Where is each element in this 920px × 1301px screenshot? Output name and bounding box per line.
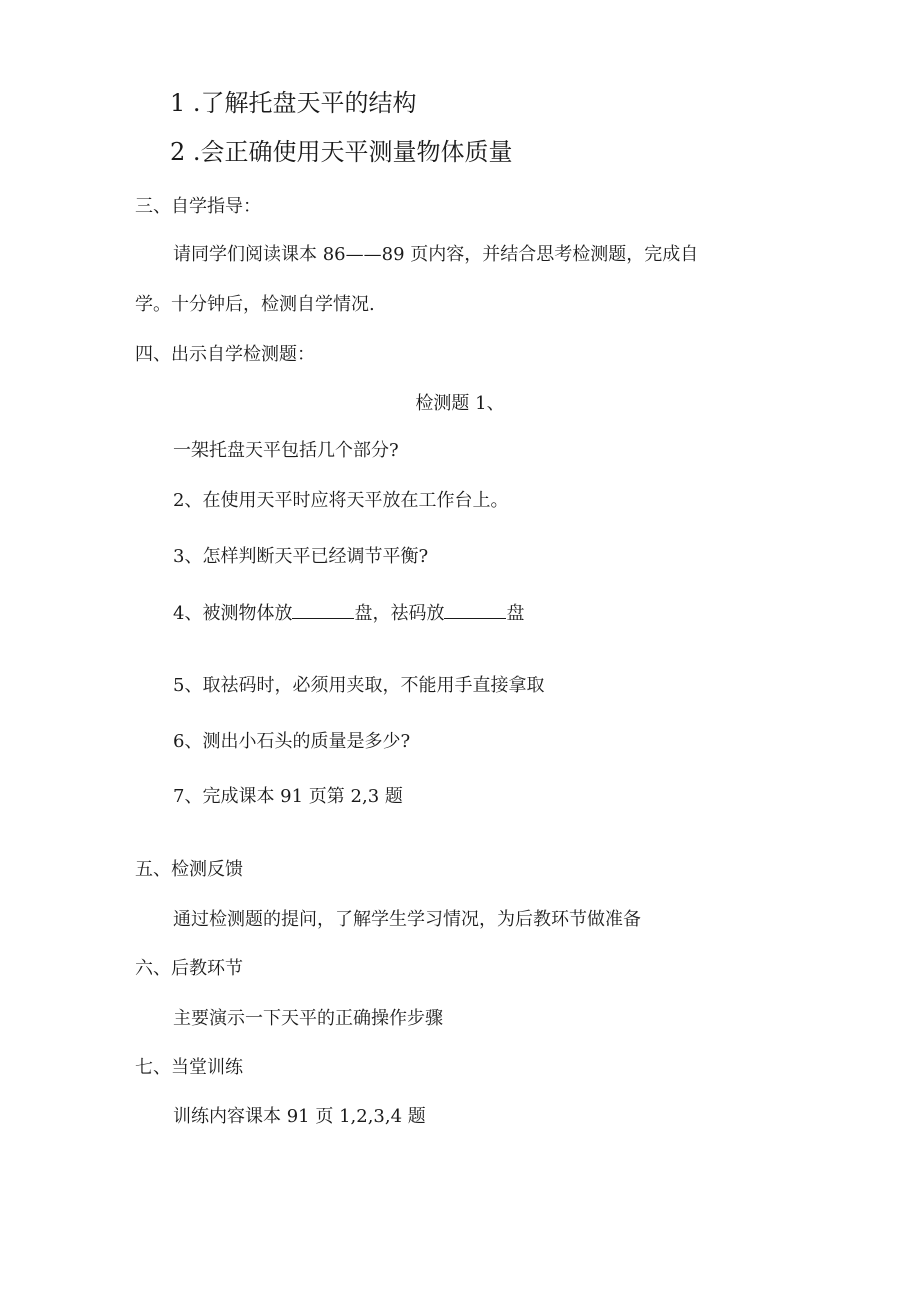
question-4	[173, 604, 524, 623]
section-7-heading: 七、当堂训练	[135, 1057, 243, 1078]
question-7: 7、完成课本 91 页第 2,3 题	[173, 786, 403, 807]
goal-1: 1 .了解托盘天平的结构	[170, 89, 417, 117]
section-5-heading: 五、检测反馈	[135, 859, 243, 880]
section-6-heading: 六、后教环节	[135, 958, 243, 979]
question-2: 2、在使用天平时应将天平放在工作台上。	[173, 490, 509, 511]
quiz-subtitle: 检测题 1、	[415, 393, 505, 414]
question-6: 6、测出小石头的质量是多少?	[173, 731, 411, 752]
fill-blank-2[interactable]	[444, 604, 506, 619]
question-4-part-1: 4、被测物体放	[173, 603, 293, 624]
question-1: 一架托盘天平包括几个部分?	[173, 440, 399, 461]
section-3-paragraph-line-1: 请同学们阅读课本 86——89 页内容，并结合思考检测题，完成自	[173, 244, 699, 265]
section-6-text: 主要演示一下天平的正确操作步骤	[173, 1008, 443, 1029]
section-7-text: 训练内容课本 91 页 1,2,3,4 题	[173, 1106, 426, 1127]
section-3-heading: 三、自学指导：	[135, 196, 261, 217]
section-4-heading: 四、出示自学检测题：	[135, 344, 315, 365]
section-5-text: 通过检测题的提问，了解学生学习情况，为后教环节做准备	[173, 909, 641, 930]
fill-blank-1[interactable]	[292, 604, 354, 619]
question-4-part-2: 盘，祛码放	[354, 603, 445, 624]
question-3: 3、怎样判断天平已经调节平衡?	[173, 546, 429, 567]
section-3-paragraph-line-2: 学。十分钟后，检测自学情况.	[135, 294, 375, 315]
question-4-part-3: 盘	[506, 603, 525, 624]
goal-2: 2 .会正确使用天平测量物体质量	[170, 138, 513, 166]
question-5: 5、取祛码时，必须用夹取，不能用手直接拿取	[173, 675, 545, 696]
